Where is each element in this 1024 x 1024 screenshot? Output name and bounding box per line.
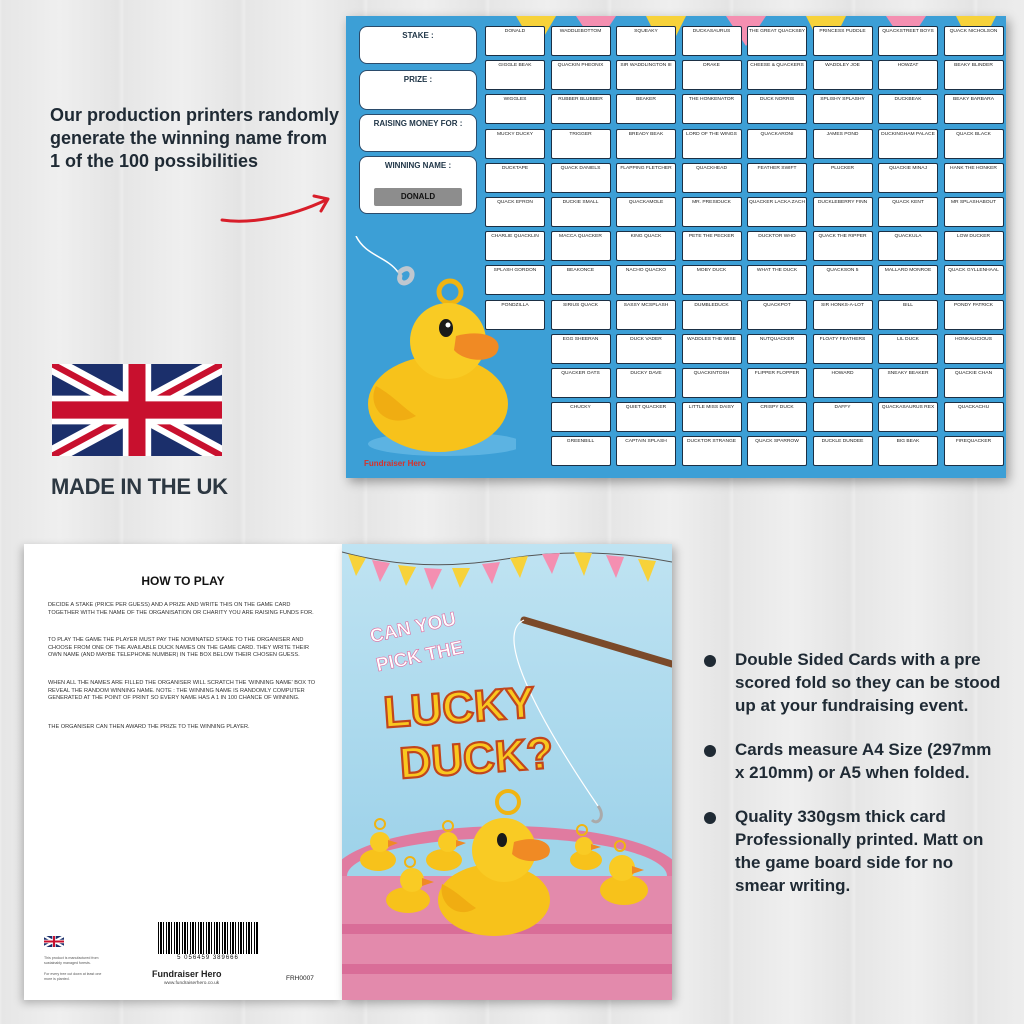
prize-box: [359, 70, 477, 110]
duck-name-cell: QUACKPOT: [747, 300, 807, 330]
small-print-2: For every tree cut down at least one more is planted.: [44, 972, 102, 981]
duck-name-cell: QUACKIE CHAN: [944, 368, 1004, 398]
duck-name-cell: NUTQUACKER: [747, 334, 807, 364]
duck-name-cell: QUACKIE MINAJ: [878, 163, 938, 193]
small-print-1: This product is manufactured from sustainably managed forests.: [44, 956, 99, 965]
instructions-paragraph-3: WHEN ALL THE NAMES ARE FILLED THE ORGANISER WILL SCRATCH THE 'WINNING NAME' BOX TO REVEAL THE RANDOM WINNING NAME. NOTE : THE WINNING NAME IS RANDOMLY COMPUTER GENERATED AT THE POINT OF PRINT SO EVERY NAME HAS A 1 IN 100 CHANCE OF WINNING.: [48, 680, 316, 702]
instructions-paragraph-4: THE ORGANISER CAN THEN AWARD THE PRIZE TO THE WINNING PLAYER.: [48, 724, 250, 730]
duck-name-cell: WADDLEY JOE: [813, 60, 873, 90]
duck-name-cell: JAMES POND: [813, 129, 873, 159]
duck-name-cell: GREENBILL: [551, 436, 611, 466]
duck-name-cell: QUACKARONI: [747, 129, 807, 159]
stake-label: STAKE :: [402, 31, 434, 40]
duck-name-cell: QUACK EFRON: [485, 197, 545, 227]
duck-name-cell: DUMBLEDUCK: [682, 300, 742, 330]
bullet-dot-icon: [704, 745, 716, 757]
prize-label: PRIZE :: [403, 75, 433, 84]
duck-name-cell: LOW DUCKER: [944, 231, 1004, 261]
instructions-paragraph-1: DECIDE A STAKE (PRICE PER GUESS) AND A PRIZE AND WRITE THIS ON THE GAME CARD TOGETHER WITH THE NAME OF THE ORGANISATION OR CHARITY YOU ARE RAISING FUNDS FOR.: [48, 602, 314, 616]
duck-name-cell: SASSY MCSPLASH: [616, 300, 676, 330]
duck-name-cell: KING QUACK: [616, 231, 676, 261]
duck-name-cell: QUACKSON 5: [813, 265, 873, 295]
duck-name-cell: EGG SHEERAN: [551, 334, 611, 364]
duck-name-cell: CHEESE & QUACKERS: [747, 60, 807, 90]
duck-name-cell: QUIET QUACKER: [616, 402, 676, 432]
duck-name-cell: MR SPLASHABOUT: [944, 197, 1004, 227]
duck-name-cell: BIG BEAK: [878, 436, 938, 466]
duck-name-cell: QUACK DANIELS: [551, 163, 611, 193]
duck-name-cell: DUCKTOR STRANGE: [682, 436, 742, 466]
duck-name-cell: QUACK KENT: [878, 197, 938, 227]
duck-name-cell: SNEAKY BEAKER: [878, 368, 938, 398]
duck-name-cell: FIREQUACKER: [944, 436, 1004, 466]
duck-name-cell: PONDZILLA: [485, 300, 545, 330]
duck-name-cell: GIGGLE BEAK: [485, 60, 545, 90]
duck-name-cell: PETE THE PECKER: [682, 231, 742, 261]
instructions-paragraph-2: TO PLAY THE GAME THE PLAYER MUST PAY THE NOMINATED STAKE TO THE ORGANISER AND CHOOSE FROM ONE OF THE AVAILABLE DUCK NAMES ON THE GAME CARD. THEY WRITE THEIR OWN NAME (AND MAYBE TELEPHONE NUMBER) IN THE BOX BELOW THEIR CHOSEN GUESS.: [48, 637, 309, 659]
duck-name-cell: DUCK NORRIS: [747, 94, 807, 124]
duck-name-cell: SPLASH GORDON: [485, 265, 545, 295]
duck-name-cell: WADDLES THE WISE: [682, 334, 742, 364]
duck-name-cell: CHARLIE QUACKLIN: [485, 231, 545, 261]
duck-name-cell: MUCKY DUCKY: [485, 129, 545, 159]
duck-name-cell: BILL: [878, 300, 938, 330]
duck-name-cell: FEATHER SWIFT: [747, 163, 807, 193]
duck-name-cell: DUCKTAPE: [485, 163, 545, 193]
duck-name-cell: WADDLEBOTTOM: [551, 26, 611, 56]
scratch-panel: [374, 188, 462, 206]
duck-name-cell: DUCKLEBERRY FINN: [813, 197, 873, 227]
duck-name-cell: PONDY PATRICK: [944, 300, 1004, 330]
duck-name-cell: MR. PRESIDUCK: [682, 197, 742, 227]
duck-name-cell: CRISPY DUCK: [747, 402, 807, 432]
duck-name-cell: QUACKER LACKA ZACH: [747, 197, 807, 227]
duck-name-cell: QUACK GYLLENHAAL: [944, 265, 1004, 295]
duck-name-cell: DUCKLE DUNDEE: [813, 436, 873, 466]
duck-name-cell: DUCKASAURUS: [682, 26, 742, 56]
duck-name-cell: LORD OF THE WINGS: [682, 129, 742, 159]
duck-name-cell: THE HONKENATOR: [682, 94, 742, 124]
duck-name-cell: DAFFY: [813, 402, 873, 432]
duck-name-cell: MOBY DUCK: [682, 265, 742, 295]
duck-name-cell: BEAKY BARBARA: [944, 94, 1004, 124]
feature-text: Double Sided Cards with a pre scored fold so they can be stood up at your fundraising event.: [735, 650, 1001, 715]
duck-name-cell: HOWARD: [813, 368, 873, 398]
duck-name-cell: HANK THE HONKER: [944, 163, 1004, 193]
duck-name-cell: DONALD: [485, 26, 545, 56]
duck-name-cell: DUCKY DAVE: [616, 368, 676, 398]
duck-name-cell: QUACKHEAD: [682, 163, 742, 193]
duck-name-cell: LITTLE MISS DAISY: [682, 402, 742, 432]
cover-line-pick-the: PICK THE: [374, 637, 466, 677]
duck-name-cell: CHUCKY: [551, 402, 611, 432]
cover-line-lucky: LUCKY: [381, 678, 537, 738]
duck-name-cell: WIGGLES: [485, 94, 545, 124]
duck-name-cell: BEAKY BLINDER: [944, 60, 1004, 90]
duck-name-cell: CAPTAIN SPLASH: [616, 436, 676, 466]
feature-text: Quality 330gsm thick card Professionally printed. Matt on the game board side for no smear writing.: [735, 807, 984, 895]
duck-name-cell: QUACKER OATS: [551, 368, 611, 398]
duck-name-cell: FLOATY FEATHERS: [813, 334, 873, 364]
bullet-dot-icon: [704, 812, 716, 824]
duck-name-cell: SIR WADDLINGTON III: [616, 60, 676, 90]
cover-artwork: [342, 544, 672, 1000]
duck-name-cell: DUCKBEAK: [878, 94, 938, 124]
winning-name-value: DONALD: [400, 192, 436, 201]
feature-item: [704, 805, 1004, 897]
made-in-uk-label: MADE IN THE UK: [51, 474, 228, 499]
duck-name-cell: FLAPPING FLETCHER: [616, 163, 676, 193]
board-logo: Fundraiser Hero: [364, 459, 426, 468]
duck-name-cell: HOWZAT: [878, 60, 938, 90]
duck-name-cell: FLIPPER FLOPPER: [747, 368, 807, 398]
stake-box: [359, 26, 477, 64]
duck-name-cell: RUBBER BLUBBER: [551, 94, 611, 124]
duck-name-cell: PRINCESS PUDDLE: [813, 26, 873, 56]
duck-name-cell: MACCA QUACKER: [551, 231, 611, 261]
winning-name-label: WINNING NAME :: [384, 161, 452, 170]
duck-name-cell: QUACKSTREET BOYS: [878, 26, 938, 56]
mini-flag-icon: [44, 936, 64, 947]
duck-name-cell: BEAKONCE: [551, 265, 611, 295]
game-board-card: [346, 16, 1006, 478]
bullet-dot-icon: [704, 655, 716, 667]
duck-name-cell: BREADY BEAK: [616, 129, 676, 159]
cover-line-duck: DUCK?: [397, 728, 555, 789]
duck-name-cell: QUACK BLACK: [944, 129, 1004, 159]
feature-item: [704, 648, 1004, 717]
duck-name-cell: SPLISHY SPLASHY: [813, 94, 873, 124]
duck-name-cell: SIR HONKS-A-LOT: [813, 300, 873, 330]
duck-name-cell: LIL DUCK: [878, 334, 938, 364]
feature-item: [704, 738, 1004, 784]
how-to-play-card: [24, 544, 342, 1000]
duck-name-cell: QUACKACHU: [944, 402, 1004, 432]
barcode-image: [158, 922, 258, 954]
duck-name-cell: PLUCKER: [813, 163, 873, 193]
red-arrow-icon: [218, 188, 336, 234]
how-to-play-title: HOW TO PLAY: [141, 574, 225, 588]
duck-name-cell: NACHO QUACKO: [616, 265, 676, 295]
lucky-duck-cover: [342, 544, 672, 1000]
winning-name-box: [359, 156, 477, 214]
duck-name-cell: QUACK NICHOLSON: [944, 26, 1004, 56]
website-url: www.fundraiserhero.co.uk: [164, 981, 220, 986]
duck-name-cell: DUCKTOR WHO: [747, 231, 807, 261]
duck-name-cell: QUACK THE RIPPER: [813, 231, 873, 261]
feature-list: [704, 648, 1004, 918]
duck-name-cell: MALLARD MONROE: [878, 265, 938, 295]
union-jack-flag-icon: [52, 364, 222, 456]
fundraiser-hero-logo: Fundraiser Hero: [152, 969, 222, 979]
duck-name-cell: HONKALICIOUS: [944, 334, 1004, 364]
duck-name-cell: QUACKULA: [878, 231, 938, 261]
raising-money-label: RAISING MONEY FOR :: [373, 119, 463, 128]
duck-name-cell: DUCK VADER: [616, 334, 676, 364]
duck-name-cell: THE GREAT QUACKSBY: [747, 26, 807, 56]
raising-money-box: [359, 114, 477, 152]
duck-name-cell: TRIGGER: [551, 129, 611, 159]
duck-name-cell: SQUEAKY: [616, 26, 676, 56]
duck-name-cell: DUCKIE SMALL: [551, 197, 611, 227]
duck-name-cell: SIRIUS QUACK: [551, 300, 611, 330]
product-code: FRH0007: [286, 975, 314, 982]
duck-name-cell: QUACKAMOLE: [616, 197, 676, 227]
barcode-number: 5 056459 389666: [177, 955, 239, 961]
duck-name-cell: QUACK SPARROW: [747, 436, 807, 466]
intro-text: Our production printers randomly generate the winning name from 1 of the 100 possibilities: [50, 105, 340, 171]
cover-line-can-you: CAN YOU: [368, 608, 458, 648]
duck-name-cell: QUACKASAURUS REX: [878, 402, 938, 432]
duck-name-cell: BEAKER: [616, 94, 676, 124]
duck-name-cell: DUCKINGHAM PALACE: [878, 129, 938, 159]
feature-text: Cards measure A4 Size (297mm x 210mm) or A5 when folded.: [735, 740, 992, 782]
duck-name-cell: QUACKIN PHEONIX: [551, 60, 611, 90]
duck-name-cell: WHAT THE DUCK: [747, 265, 807, 295]
duck-name-cell: QUACKINTOSH: [682, 368, 742, 398]
duck-name-cell: DRAKE: [682, 60, 742, 90]
